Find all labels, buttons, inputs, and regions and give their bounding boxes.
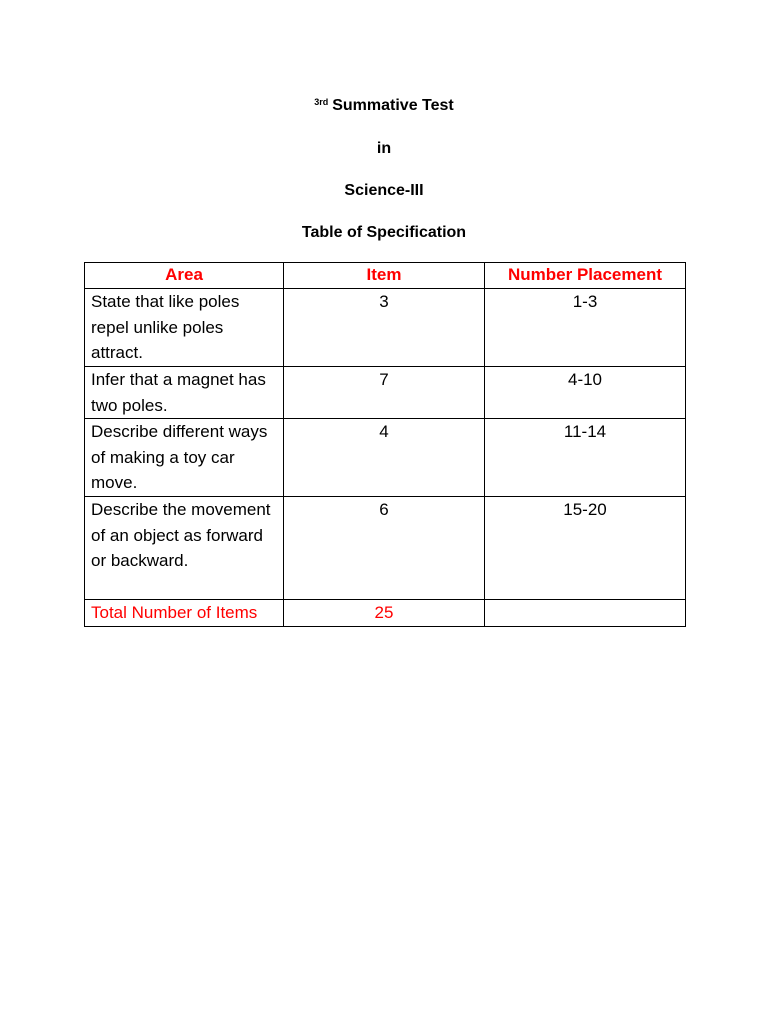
table-total-row bbox=[85, 600, 686, 627]
table-row bbox=[85, 367, 686, 419]
cell-area: State that like poles repel unlike poles attract. bbox=[85, 289, 284, 367]
title-line-1: Summative Test bbox=[332, 97, 454, 114]
cell-area: Infer that a magnet has two poles. bbox=[85, 367, 284, 419]
cell-placement: 15-20 bbox=[485, 497, 686, 600]
cell-item: 7 bbox=[284, 367, 485, 419]
cell-placement: 11-14 bbox=[485, 419, 686, 497]
title-summative-test bbox=[0, 96, 768, 116]
cell-item: 6 bbox=[284, 497, 485, 600]
title-line-4: Table of Specification bbox=[301, 224, 467, 241]
cell-placement: 1-3 bbox=[485, 289, 686, 367]
cell-item: 3 bbox=[284, 289, 485, 367]
table-row bbox=[85, 289, 686, 367]
cell-area: Describe different ways of making a toy car move. bbox=[85, 419, 284, 497]
title-line-3: Science-III bbox=[344, 182, 424, 199]
cell-item: 4 bbox=[284, 419, 485, 497]
header-number-placement: Number Placement bbox=[485, 263, 686, 289]
header-area: Area bbox=[85, 263, 284, 289]
total-label: Total Number of Items bbox=[85, 600, 284, 627]
cell-placement: 4-10 bbox=[485, 367, 686, 419]
title-ordinal: 3rd bbox=[314, 97, 329, 107]
total-value: 25 bbox=[284, 600, 485, 627]
table-row bbox=[85, 497, 686, 600]
title-line-2: in bbox=[376, 140, 392, 157]
table-row bbox=[85, 419, 686, 497]
specification-table bbox=[84, 262, 686, 627]
table-header-row bbox=[85, 263, 686, 289]
total-placement bbox=[485, 600, 686, 627]
header-item: Item bbox=[284, 263, 485, 289]
cell-area: Describe the movement of an object as forward or backward. bbox=[85, 497, 284, 600]
